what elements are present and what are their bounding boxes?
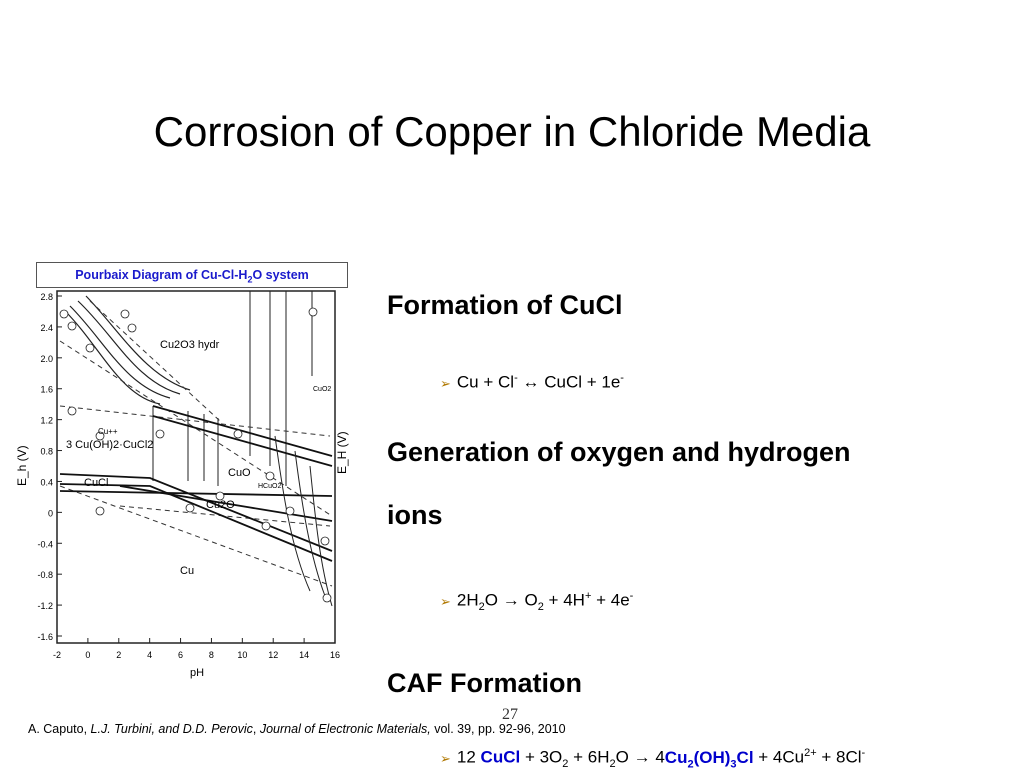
eq2-a-sub: 2 (478, 601, 485, 614)
pourbaix-diagram (15, 286, 350, 686)
eq2-c: O (524, 590, 538, 610)
x-tick-label: 12 (268, 650, 279, 660)
eq3-p5-sup: 2+ (804, 747, 817, 759)
eq2-c-sub: 2 (537, 601, 544, 614)
slide-title: Corrosion of Copper in Chloride Media (153, 108, 871, 155)
eq3-p6-sup: - (861, 747, 866, 759)
eq3-prod-sub1: 2 (687, 758, 694, 770)
label-cu2o: Cu2O (206, 499, 235, 511)
x-tick-label: 6 (178, 650, 184, 660)
eq1-arrow: ↔ (522, 372, 540, 392)
x-axis-label: pH (190, 667, 205, 679)
heading-caf-formation: CAF Formation (387, 668, 582, 698)
y-tick-label: 0.4 (40, 477, 53, 488)
bullet-arrow-icon: ➢ (440, 750, 451, 766)
eq3-p3: O (615, 747, 629, 767)
caption-text: Pourbaix Diagram of Cu-Cl-H (75, 268, 248, 282)
y-tick-label: -1.2 (37, 601, 53, 612)
bullet-arrow-icon: ➢ (440, 593, 451, 609)
eq1-rhs: CuCl + 1e (544, 372, 621, 392)
x-tick-label: -2 (52, 650, 62, 660)
heading-ion-generation: Generation of oxygen and hydrogen (387, 437, 851, 467)
eq3-prod-mid: (OH) (693, 747, 731, 767)
right-curves (275, 436, 332, 606)
y-tick-label: -0.4 (37, 539, 53, 550)
caption-text-end: O system (252, 268, 309, 282)
eq3-prod-end: Cl (736, 747, 754, 767)
y-tick-label: 2.4 (40, 322, 53, 333)
label-cu2o3: Cu2O3 hydr (160, 339, 220, 351)
eq3-prod: Cu (664, 747, 688, 767)
eq1-lhs-sup: - (514, 372, 518, 384)
reference-citation (28, 722, 566, 736)
label-hcuo2: HCuO2 (258, 483, 282, 490)
eq3-p1: + 3O (520, 747, 563, 767)
label-cu-plus: Cu++ (98, 427, 118, 436)
x-tick-label: 14 (299, 650, 310, 660)
eq3-p2: + 6H (568, 747, 610, 767)
eq3-p6: + 8Cl (816, 747, 862, 767)
eq2-b: O (484, 590, 498, 610)
eq3-p2-sub: 2 (609, 758, 616, 770)
y-tick-label: -0.8 (37, 570, 53, 581)
x-tick-label: 8 (208, 650, 214, 660)
y-tick-label: 1.2 (40, 415, 53, 426)
label-cuo: CuO (228, 467, 251, 479)
eq3-coef: 12 (456, 747, 481, 767)
eq2-e: + 4e (591, 590, 630, 610)
ref-journal: Journal of Electronic Materials, (259, 722, 431, 736)
y-tick-label: 2.8 (40, 292, 53, 302)
eq2-a: 2H (456, 590, 479, 610)
ref-lead: A. Caputo, (28, 722, 91, 736)
x-tick-label: 2 (116, 650, 122, 660)
y-tick-label: 0.8 (40, 446, 53, 457)
y-tick-label: -1.6 (37, 632, 53, 642)
eq3-arrow: → (633, 747, 651, 767)
y-tick-label: 2.0 (40, 353, 53, 364)
y-axis-ticks (37, 292, 62, 642)
ref-sep: , (252, 722, 260, 736)
eq2-arrow: → (502, 590, 520, 610)
eq3-p4: 4 (650, 747, 665, 767)
page-number: 27 (502, 706, 518, 723)
x-tick-label: 16 (329, 650, 341, 660)
ref-rest: vol. 39, pp. 92-96, 2010 (430, 722, 566, 736)
eq1-rhs-sup: - (620, 372, 624, 384)
figure-caption (36, 262, 348, 288)
label-cucl: CuCl (84, 477, 109, 489)
x-tick-label: 0 (85, 650, 91, 660)
y-tick-label: 1.6 (40, 384, 53, 395)
x-tick-label: 10 (237, 650, 248, 660)
heading-ion-generation-line2: ions (387, 500, 443, 530)
eq2-d-sup: + (584, 590, 592, 602)
x-axis-ticks (53, 638, 340, 660)
equation-cucl (440, 372, 624, 393)
eq1-lhs: Cu + Cl (456, 372, 515, 392)
y-tick-label: 0 (47, 508, 53, 519)
eq3-p5: + 4Cu (753, 747, 805, 767)
label-cuo2: CuO2 (313, 386, 332, 393)
bullet-arrow-icon: ➢ (440, 375, 451, 391)
eq3-product (664, 747, 754, 770)
vertical-boundaries (153, 291, 312, 486)
eq2-d: + 4H (543, 590, 585, 610)
x-tick-label: 4 (147, 650, 153, 660)
label-basic-chloride: 3 Cu(OH)2·CuCl2 (66, 439, 154, 451)
ref-authors: L.J. Turbini, and D.D. Perovic (90, 722, 253, 736)
eq3-p1-sub: 2 (562, 758, 569, 770)
eq3-cucl: CuCl (480, 747, 521, 767)
equation-water-oxidation (440, 590, 633, 613)
heading-cucl-formation: Formation of CuCl (387, 290, 623, 320)
y-axis-left-label: E_h (V) (15, 445, 29, 486)
equation-caf (440, 747, 865, 770)
caption-subscript: 2 (247, 274, 253, 285)
label-cu: Cu (180, 565, 195, 577)
eq2-e-sup: - (629, 590, 634, 602)
y-axis-right-label: E_H (V) (335, 431, 349, 474)
eq3-prod-sub2: 3 (730, 758, 737, 770)
